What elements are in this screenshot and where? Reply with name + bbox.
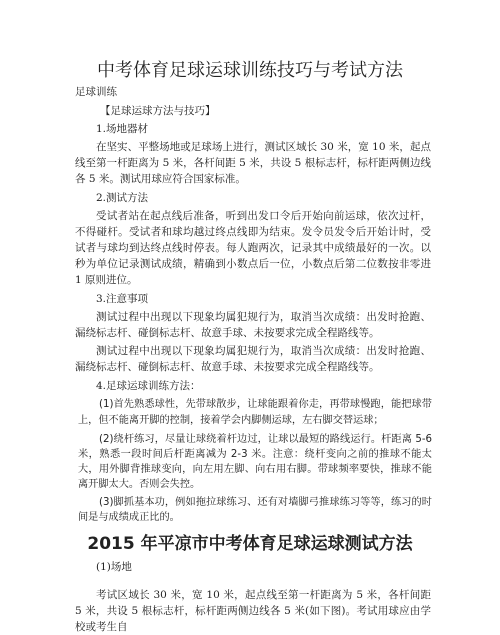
section-1-heading: 1.场地器材 bbox=[96, 123, 149, 135]
method-2-text: (2)绕杆练习，尽量让球绕着杆边过，让球以最短的路线运行。杆距离 5-6 米，熟悉一段时间后杆距离减为 2-3 米。注意：绕杆变向之前的推球不能太大，用外脚背推球变向，向左用左脚、向右用右脚。带球频率要快，推球不能离开脚太大。否则会失控。 bbox=[78, 434, 432, 490]
venue-item: (1)场地 bbox=[96, 561, 132, 573]
section-1-text: 在坚实、平整场地或足球场上进行，测试区域长 30 米，宽 10 米，起点线至第一杆距离为 5 米，各杆间距 5 米，共设 5 根标志杆，标杆距两侧边线各 5 米。测试用球应符合国家标准。 bbox=[75, 141, 431, 185]
section-2-heading: 2.测试方法 bbox=[96, 192, 149, 204]
document-title: 中考体育足球运球训练技巧与考试方法 bbox=[97, 60, 403, 81]
section-3-heading: 3.注意事项 bbox=[96, 293, 149, 305]
method-3-text: (3)脚抓基本功，例如拖拉球练习、还有对墙脚弓推球练习等等，练习的时间是与成绩成正比的。 bbox=[78, 497, 432, 523]
section-label: 足球训练 bbox=[75, 86, 117, 98]
method-1-text: (1)首先熟悉球性，先带球散步，让球能跟着你走，再带球慢跑，能把球带上，但不能离开脚的控制，接着学会内脚侧运球，左右脚交替运球； bbox=[78, 399, 432, 426]
section-2-text: 受试者站在起点线后准备，听到出发口令后开始向前运球，依次过杆，不得碰杆。受试者和球均越过终点线即为结束。发令员发令后开始计时，受试者与球均到达终点线时停表。每人跑两次，记录其中成绩最好的一次。以秒为单位记录测试成绩，精确到小数点后一位，小数点后第二位数按非零进 1 原则进位。 bbox=[75, 210, 431, 286]
section-3-text-b: 测试过程中出现以下现象均属犯规行为，取消当次成绩：出发时抢跑、漏绕标志杆、碰倒标志杆、故意手球、未按要求完成全程路线等。 bbox=[75, 345, 431, 373]
second-title: 2015 年平凉市中考体育足球运球测试方法 bbox=[87, 534, 413, 554]
venue-text: 考试区域长 30 米，宽 10 米，起点线至第一杆距离为 5 米，各杆间距 5 米，共设 5 根标志杆，标杆距两侧边线各 5 米(如下图)。考试用球应由学校或考生自 bbox=[75, 589, 431, 633]
section-3-text-a: 测试过程中出现以下现象均属犯规行为，取消当次成绩：出发时抢跑、漏绕标志杆、碰倒标志杆、故意手球、未按要求完成全程路线等。 bbox=[75, 311, 431, 339]
subheading: 【足球运球方法与技巧】 bbox=[100, 105, 216, 117]
section-4-heading: 4.足球运球训练方法： bbox=[96, 380, 201, 392]
